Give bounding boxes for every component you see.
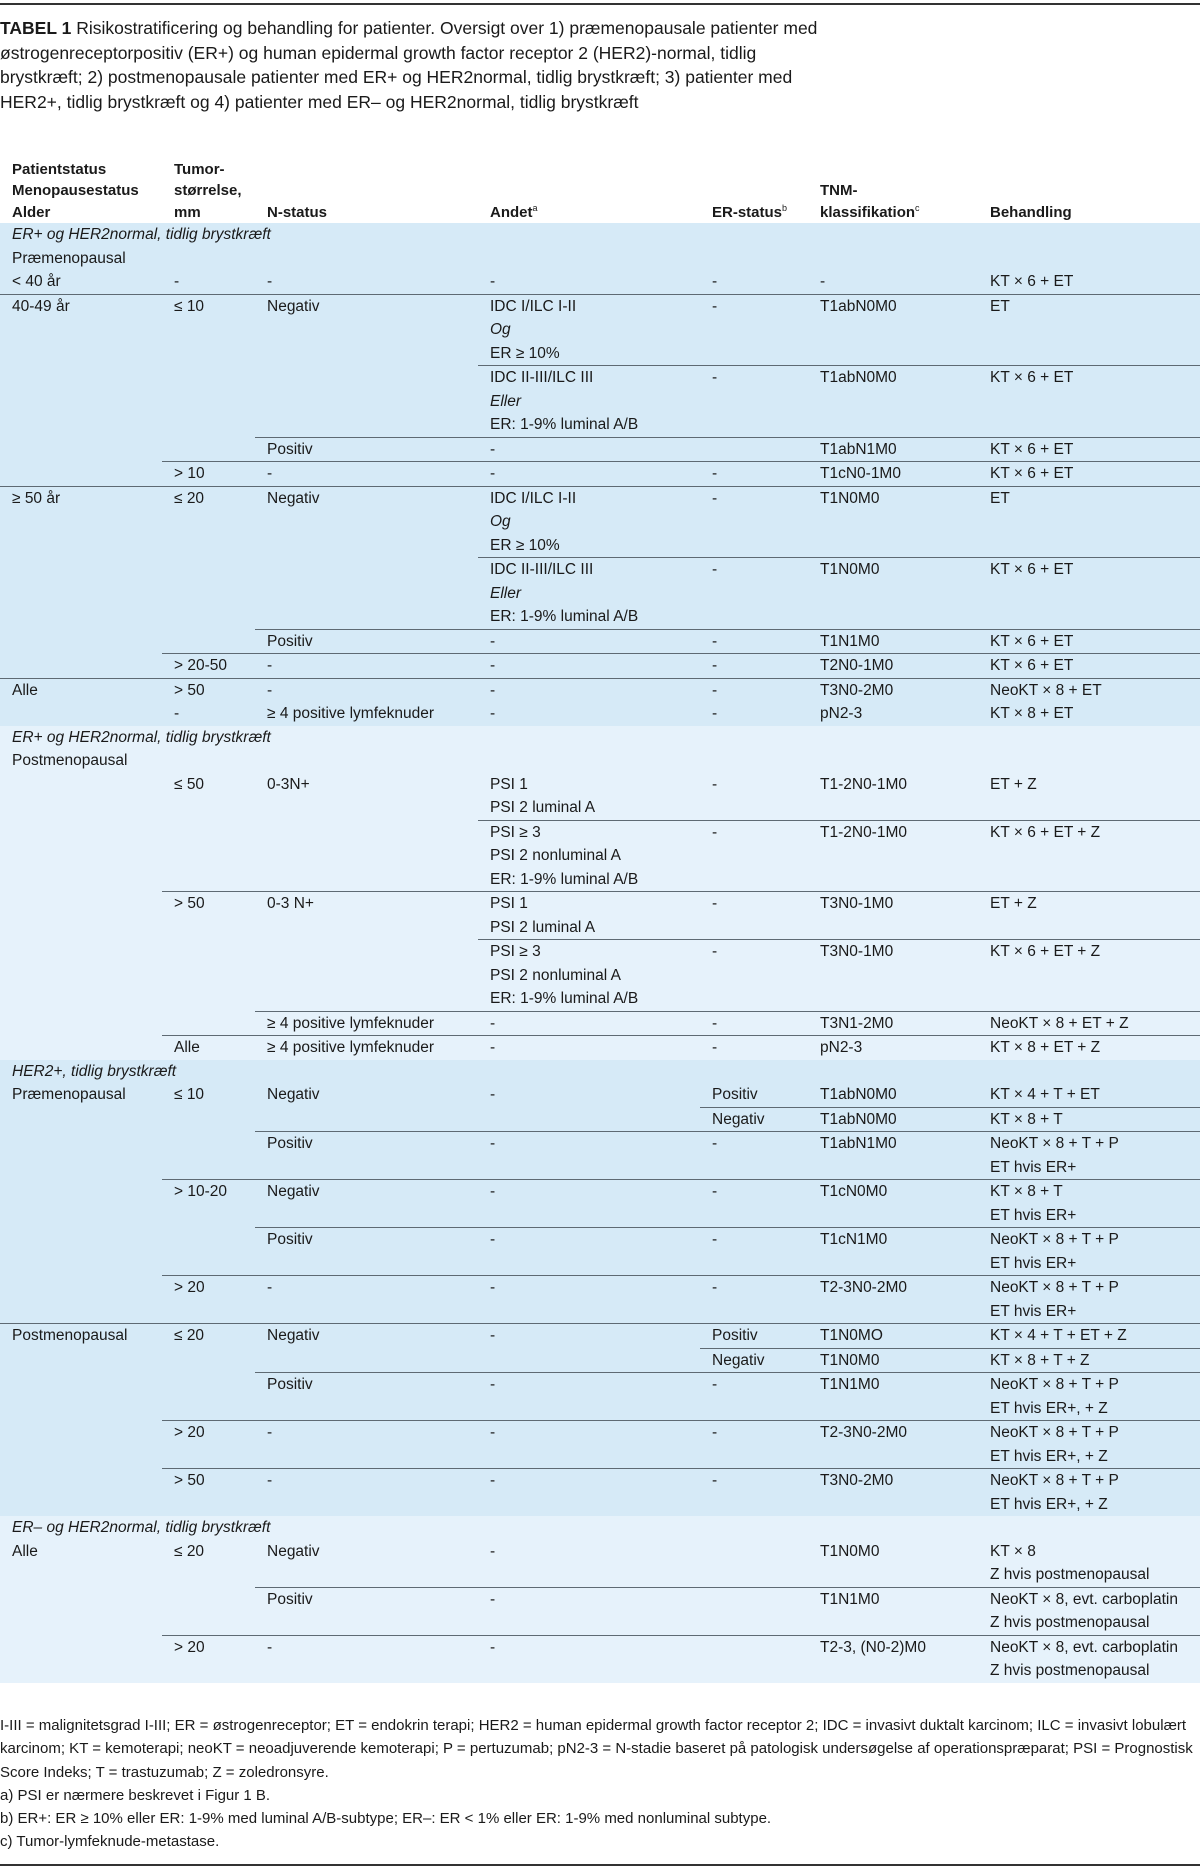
table-cell: - — [700, 702, 808, 726]
risk-table — [0, 151, 1200, 1683]
table-cell: - — [700, 1180, 808, 1228]
table-cell — [0, 462, 162, 487]
table-cell: - — [700, 940, 808, 1012]
table-cell — [0, 892, 162, 940]
table-cell: NeoKT × 8 + T + P ET hvis ER+, + Z — [978, 1469, 1200, 1517]
table-cell: KT × 6 + ET + Z — [978, 820, 1200, 892]
table-cell: > 20 — [162, 1635, 255, 1683]
table-cell: - — [700, 270, 808, 294]
table-cell: ≤ 20 — [162, 1540, 255, 1588]
table-cell: > 10 — [162, 462, 255, 487]
table-cell: > 10-20 — [162, 1180, 255, 1228]
table-cell: 0-3N+ — [255, 773, 478, 821]
table-cell: - — [478, 1469, 700, 1517]
table-cell: - — [478, 270, 700, 294]
table-cell: - — [700, 462, 808, 487]
footnote-c: c) Tumor-lymfeknude-metastase. — [0, 1833, 220, 1851]
table-cell: ET + Z — [978, 773, 1200, 821]
caption-label: TABEL 1 — [0, 18, 72, 38]
table-cell: ER– og HER2normal, tidlig brystkræft — [0, 1516, 1200, 1540]
table-row — [0, 820, 1200, 892]
table-cell: NeoKT × 8 + T + P ET hvis ER+, + Z — [978, 1373, 1200, 1421]
table-cell: KT × 6 + ET — [978, 558, 1200, 630]
table-cell — [255, 558, 478, 630]
table-cell: T1abN0M0 — [808, 366, 978, 438]
table-cell: T3N0-2M0 — [808, 1469, 978, 1517]
table-cell: T2-3N0-2M0 — [808, 1421, 978, 1469]
table-cell — [162, 1228, 255, 1276]
col-nstatus: N-status — [267, 203, 328, 221]
table-cell: T1abN1M0 — [808, 437, 978, 462]
table-cell: T1-2N0-1M0 — [808, 820, 978, 892]
table-cell: - — [700, 1469, 808, 1517]
table-cell: T1N1M0 — [808, 629, 978, 654]
table-row — [0, 1180, 1200, 1228]
table-cell: - — [700, 366, 808, 438]
table-row — [0, 1083, 1200, 1107]
table-cell: - — [478, 1180, 700, 1228]
table-row — [0, 1228, 1200, 1276]
table-cell: - — [478, 437, 700, 462]
header-row — [0, 151, 1200, 223]
table-cell: T3N0-1M0 — [808, 892, 978, 940]
table-cell: - — [478, 629, 700, 654]
table-cell: - — [478, 1011, 700, 1036]
table-cell — [162, 1348, 255, 1373]
table-cell: KT × 4 + T + ET + Z — [978, 1324, 1200, 1349]
table-caption — [0, 16, 830, 114]
table-cell: ≤ 50 — [162, 773, 255, 821]
table-row — [0, 1635, 1200, 1683]
table-cell: - — [700, 1373, 808, 1421]
table-cell: T1cN0-1M0 — [808, 462, 978, 487]
table-cell: KT × 6 + ET — [978, 366, 1200, 438]
table-cell: ≥ 4 positive lymfeknuder — [255, 1011, 478, 1036]
table-cell — [700, 1587, 808, 1635]
table-footnotes — [0, 1714, 1200, 1854]
table-cell — [0, 1587, 162, 1635]
table-cell — [0, 1107, 162, 1132]
table-cell: PSI 1 PSI 2 luminal A — [478, 773, 700, 821]
table-cell — [0, 654, 162, 679]
table-cell: Negativ — [700, 1107, 808, 1132]
table-cell: T1abN1M0 — [808, 1132, 978, 1180]
table-cell — [0, 1228, 162, 1276]
table-cell: T1N0M0 — [808, 1348, 978, 1373]
table-cell: - — [478, 702, 700, 726]
table-cell: > 50 — [162, 892, 255, 940]
table-row — [0, 462, 1200, 487]
table-row — [0, 629, 1200, 654]
table-cell: Positiv — [255, 1587, 478, 1635]
table-cell: - — [255, 270, 478, 294]
table-cell: - — [700, 820, 808, 892]
table-cell: - — [700, 1011, 808, 1036]
table-cell: - — [478, 1324, 700, 1349]
table-cell: T1N0M0 — [808, 486, 978, 558]
table-cell — [0, 1635, 162, 1683]
table-cell — [0, 1132, 162, 1180]
bottom-rule — [0, 1864, 1200, 1866]
group-row — [0, 749, 1200, 773]
table-cell: T1cN1M0 — [808, 1228, 978, 1276]
table-cell: T2-3, (N0-2)M0 — [808, 1635, 978, 1683]
table-cell: - — [255, 678, 478, 702]
table-cell: HER2+, tidlig brystkræft — [0, 1060, 1200, 1084]
table-cell — [162, 629, 255, 654]
table-cell: ET — [978, 486, 1200, 558]
table-cell — [0, 437, 162, 462]
table-cell: - — [478, 1421, 700, 1469]
table-cell: KT × 8 Z hvis postmenopausal — [978, 1540, 1200, 1588]
table-cell: - — [700, 654, 808, 679]
table-cell: Præmenopausal — [0, 247, 1200, 271]
table-cell — [0, 558, 162, 630]
table-cell — [0, 1469, 162, 1517]
table-cell — [162, 1373, 255, 1421]
table-cell: - — [478, 462, 700, 487]
table-cell — [700, 437, 808, 462]
table-row — [0, 1276, 1200, 1324]
table-row — [0, 1540, 1200, 1588]
caption-text: Risikostratificering og behandling for patienter. Oversigt over 1) præmenopausale patienter med østrogenreceptorpositiv (ER+) og human epidermal growth factor receptor 2 (HER2)-normal, tidlig brystkræft; 2) postmenopausale patienter med ER+ og HER2normal, tidlig brystkræft; 3) patienter med HER2+, tidlig brystkræft og 4) patienter med ER– og HER2normal, tidlig brystkræft — [0, 18, 818, 112]
table-cell: - — [700, 1036, 808, 1060]
table-row — [0, 294, 1200, 366]
table-cell: Negativ — [255, 1324, 478, 1349]
table-row — [0, 892, 1200, 940]
table-cell: - — [478, 1228, 700, 1276]
footnote-b: b) ER+: ER ≥ 10% eller ER: 1-9% med luminal A/B-subtype; ER–: ER < 1% eller ER: 1-9% med nonluminal subtype. — [0, 1810, 772, 1828]
table-row — [0, 654, 1200, 679]
section-row — [0, 726, 1200, 750]
table-cell: - — [700, 678, 808, 702]
col-andet: Andet$^a$ — [490, 202, 538, 221]
table-cell: Postmenopausal — [0, 749, 1200, 773]
table-row — [0, 1324, 1200, 1349]
table-cell: - — [255, 462, 478, 487]
table-cell: > 50 — [162, 678, 255, 702]
table-cell: NeoKT × 8 + ET — [978, 678, 1200, 702]
col-tnm: TNM- klassifikation$^c$ — [820, 182, 920, 221]
table-cell — [700, 1540, 808, 1588]
table-cell — [478, 1348, 700, 1373]
table-cell: T2N0-1M0 — [808, 654, 978, 679]
table-cell: PSI ≥ 3 PSI 2 nonluminal A ER: 1-9% luminal A/B — [478, 940, 700, 1012]
table-cell: NeoKT × 8, evt. carboplatin Z hvis postmenopausal — [978, 1635, 1200, 1683]
table-cell: - — [700, 558, 808, 630]
table-cell: T3N0-2M0 — [808, 678, 978, 702]
table-cell: ≥ 4 positive lymfeknuder — [255, 702, 478, 726]
table-cell: - — [700, 1276, 808, 1324]
table-cell: - — [700, 773, 808, 821]
table-cell: NeoKT × 8 + T + P ET hvis ER+ — [978, 1276, 1200, 1324]
footnote-abbreviations: I-III = malignitetsgrad I-III; ER = østrogenreceptor; ET = endokrin terapi; HER2 = human epidermal growth factor receptor 2; IDC = invasivt duktalt karcinom; ILC = invasivt lobulært karcinom; KT = kemoterapi; neoKT = neoadjuverende kemoterapi; P = pertuzumab; pN2-3 = N-stadie baseret på patologisk undersøgelse af operationspræparat; PSI = Prognostisk Score Indeks; T = trastuzumab; Z = zoledronsyre. — [0, 1717, 1193, 1781]
table-cell: ≥ 4 positive lymfeknuder — [255, 1036, 478, 1060]
table-cell: - — [255, 1421, 478, 1469]
table-cell: - — [478, 1083, 700, 1107]
table-cell: IDC I/ILC I-II Og ER ≥ 10% — [478, 486, 700, 558]
table-cell — [162, 940, 255, 1012]
table-cell — [478, 1107, 700, 1132]
table-cell — [162, 558, 255, 630]
col-tumorsize: Tumor- størrelse, mm — [174, 160, 242, 221]
table-cell: ≤ 20 — [162, 486, 255, 558]
table-cell — [0, 940, 162, 1012]
table-row — [0, 270, 1200, 294]
table-row — [0, 1011, 1200, 1036]
table-cell: Negativ — [700, 1348, 808, 1373]
table-cell: KT × 4 + T + ET — [978, 1083, 1200, 1107]
table-cell: T1abN0M0 — [808, 1107, 978, 1132]
table-cell — [162, 1132, 255, 1180]
table-cell: NeoKT × 8 + T + P ET hvis ER+ — [978, 1132, 1200, 1180]
table-cell: - — [255, 654, 478, 679]
table-cell: KT × 6 + ET — [978, 629, 1200, 654]
table-row — [0, 940, 1200, 1012]
table-cell: KT × 8 + T + Z — [978, 1348, 1200, 1373]
col-patientstatus: Patientstatus Menopausestatus Alder — [12, 160, 139, 221]
table-cell: ER+ og HER2normal, tidlig brystkræft — [0, 223, 1200, 247]
table-cell: KT × 8 + ET + Z — [978, 1036, 1200, 1060]
table-cell: Postmenopausal — [0, 1324, 162, 1349]
table-cell: ET + Z — [978, 892, 1200, 940]
table-cell: T1N0M0 — [808, 558, 978, 630]
table-cell — [0, 1421, 162, 1469]
table-cell: T1abN0M0 — [808, 1083, 978, 1107]
table-row — [0, 678, 1200, 702]
table-cell: - — [478, 1635, 700, 1683]
table-cell — [0, 1373, 162, 1421]
table-cell — [255, 1348, 478, 1373]
table-cell — [0, 702, 162, 726]
table-cell: > 20 — [162, 1276, 255, 1324]
table-cell: Positiv — [700, 1083, 808, 1107]
table-cell: > 20 — [162, 1421, 255, 1469]
section-row — [0, 1516, 1200, 1540]
table-cell: KT × 6 + ET + Z — [978, 940, 1200, 1012]
table-cell: - — [700, 1421, 808, 1469]
table-cell — [162, 437, 255, 462]
table-cell — [162, 1107, 255, 1132]
table-cell: - — [700, 629, 808, 654]
table-cell: Positiv — [255, 1132, 478, 1180]
group-row — [0, 247, 1200, 271]
table-row — [0, 486, 1200, 558]
col-behandling: Behandling — [990, 203, 1072, 221]
table-cell: Alle — [0, 678, 162, 702]
table-cell: PSI ≥ 3 PSI 2 nonluminal A ER: 1-9% luminal A/B — [478, 820, 700, 892]
table-cell: - — [478, 1587, 700, 1635]
table-cell: KT × 8 + ET — [978, 702, 1200, 726]
table-cell — [0, 773, 162, 821]
table-cell — [0, 1276, 162, 1324]
table-cell: - — [700, 486, 808, 558]
table-cell: - — [478, 1373, 700, 1421]
table-cell: Alle — [0, 1540, 162, 1588]
table-cell — [162, 1011, 255, 1036]
table-cell — [0, 1011, 162, 1036]
table-cell: NeoKT × 8 + T + P ET hvis ER+, + Z — [978, 1421, 1200, 1469]
table-cell — [0, 1036, 162, 1060]
table-cell: ≤ 10 — [162, 294, 255, 366]
table-cell: T3N1-2M0 — [808, 1011, 978, 1036]
table-cell — [700, 1635, 808, 1683]
table-cell: Alle — [162, 1036, 255, 1060]
table-cell: Negativ — [255, 294, 478, 366]
table-cell: - — [478, 1540, 700, 1588]
table-cell: Negativ — [255, 1540, 478, 1588]
table-cell: T1N1M0 — [808, 1587, 978, 1635]
table-cell: ET — [978, 294, 1200, 366]
table-cell: pN2-3 — [808, 702, 978, 726]
table-cell: < 40 år — [0, 270, 162, 294]
table-cell — [162, 1587, 255, 1635]
table-cell — [0, 820, 162, 892]
footnote-a: a) PSI er nærmere beskrevet i Figur 1 B. — [0, 1786, 271, 1804]
table-cell: T1N1M0 — [808, 1373, 978, 1421]
table-cell: Positiv — [255, 1228, 478, 1276]
table-cell: - — [808, 270, 978, 294]
table-cell: T1-2N0-1M0 — [808, 773, 978, 821]
section-row — [0, 223, 1200, 247]
table-cell: Positiv — [255, 1373, 478, 1421]
table-row — [0, 558, 1200, 630]
table-cell: KT × 6 + ET — [978, 654, 1200, 679]
table-cell — [162, 820, 255, 892]
table-row — [0, 1421, 1200, 1469]
table-cell: > 50 — [162, 1469, 255, 1517]
table-cell: Negativ — [255, 1180, 478, 1228]
table-cell: T1N0MO — [808, 1324, 978, 1349]
table-row — [0, 1036, 1200, 1060]
table-cell — [255, 366, 478, 438]
table-cell: 40-49 år — [0, 294, 162, 366]
table-cell: - — [478, 1036, 700, 1060]
table-cell: 0-3 N+ — [255, 892, 478, 940]
table-cell: - — [700, 892, 808, 940]
table-cell: Positiv — [700, 1324, 808, 1349]
table-cell: - — [478, 1132, 700, 1180]
col-erstatus: ER-status$^b$ — [712, 202, 788, 221]
table-row — [0, 773, 1200, 821]
table-cell: T2-3N0-2M0 — [808, 1276, 978, 1324]
table-cell: - — [255, 1276, 478, 1324]
table-cell: - — [700, 294, 808, 366]
table-cell: - — [255, 1469, 478, 1517]
table-cell: ≤ 20 — [162, 1324, 255, 1349]
table-row — [0, 1469, 1200, 1517]
table-cell: KT × 8 + T ET hvis ER+ — [978, 1180, 1200, 1228]
table-cell: Negativ — [255, 1083, 478, 1107]
table-cell: - — [478, 678, 700, 702]
table-cell: Præmenopausal — [0, 1083, 162, 1107]
table-cell — [0, 1180, 162, 1228]
table-cell: KT × 6 + ET — [978, 462, 1200, 487]
table-cell: Positiv — [255, 629, 478, 654]
table-cell: - — [255, 1635, 478, 1683]
section-row — [0, 1060, 1200, 1084]
table-row — [0, 1348, 1200, 1373]
table-cell: T1cN0M0 — [808, 1180, 978, 1228]
table-cell — [255, 1107, 478, 1132]
table-cell: KT × 6 + ET — [978, 437, 1200, 462]
table-cell: pN2-3 — [808, 1036, 978, 1060]
table-cell — [255, 940, 478, 1012]
table-cell: IDC I/ILC I-II Og ER ≥ 10% — [478, 294, 700, 366]
table-cell: - — [700, 1132, 808, 1180]
table-cell: ≥ 50 år — [0, 486, 162, 558]
table-cell: - — [478, 654, 700, 679]
table-row — [0, 1132, 1200, 1180]
table-cell: IDC II-III/ILC III Eller ER: 1-9% luminal A/B — [478, 366, 700, 438]
table-cell — [255, 820, 478, 892]
table-cell: - — [162, 702, 255, 726]
table-row — [0, 437, 1200, 462]
table-cell — [0, 1348, 162, 1373]
table-cell: - — [478, 1276, 700, 1324]
table-row — [0, 1107, 1200, 1132]
table-cell: > 20-50 — [162, 654, 255, 679]
table-row — [0, 366, 1200, 438]
top-rule — [0, 3, 1200, 5]
table-row — [0, 1587, 1200, 1635]
table-cell: KT × 8 + T — [978, 1107, 1200, 1132]
table-cell — [162, 366, 255, 438]
table-row — [0, 702, 1200, 726]
table-cell: T1abN0M0 — [808, 294, 978, 366]
table-cell: T3N0-1M0 — [808, 940, 978, 1012]
table-cell: ≤ 10 — [162, 1083, 255, 1107]
table-cell: PSI 1 PSI 2 luminal A — [478, 892, 700, 940]
table-cell — [0, 366, 162, 438]
table-cell: Negativ — [255, 486, 478, 558]
table-cell: - — [700, 1228, 808, 1276]
table-row — [0, 1373, 1200, 1421]
table-cell: KT × 6 + ET — [978, 270, 1200, 294]
table-cell: NeoKT × 8 + T + P ET hvis ER+ — [978, 1228, 1200, 1276]
table-cell: T1N0M0 — [808, 1540, 978, 1588]
table-cell: - — [162, 270, 255, 294]
table-cell: ER+ og HER2normal, tidlig brystkræft — [0, 726, 1200, 750]
table-cell: IDC II-III/ILC III Eller ER: 1-9% luminal A/B — [478, 558, 700, 630]
table-cell: NeoKT × 8, evt. carboplatin Z hvis postmenopausal — [978, 1587, 1200, 1635]
table-cell: Positiv — [255, 437, 478, 462]
table-cell: NeoKT × 8 + ET + Z — [978, 1011, 1200, 1036]
table-cell — [0, 629, 162, 654]
